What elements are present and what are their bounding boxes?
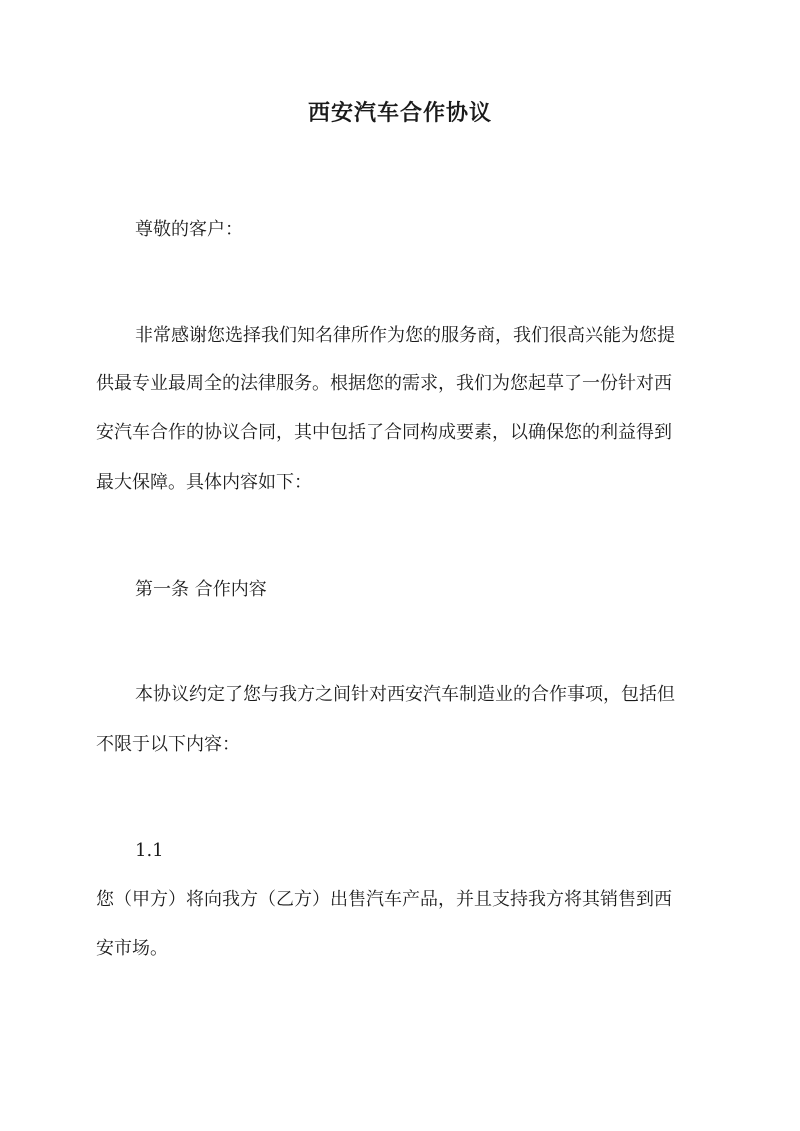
section-line-1: 本协议约定了您与我方之间针对西安汽车制造业的合作事项，包括但 [135, 684, 675, 705]
intro-line-4: 最大保障。具体内容如下： [96, 472, 312, 493]
document-title: 西安汽车合作协议 [307, 100, 492, 126]
intro-line-3: 安汽车合作的协议合同，其中包括了合同构成要素，以确保您的利益得到 [96, 422, 672, 443]
intro-line-1: 非常感谢您选择我们知名律所作为您的服务商，我们很高兴能为您提 [135, 325, 675, 346]
section-heading: 第一条 合作内容 [135, 579, 267, 600]
section-line-2: 不限于以下内容： [96, 734, 240, 755]
clause-line-2: 安市场。 [96, 938, 168, 959]
salutation: 尊敬的客户： [135, 219, 243, 240]
intro-line-2: 供最专业最周全的法律服务。根据您的需求，我们为您起草了一份针对西 [96, 373, 672, 394]
clause-line-1: 您（甲方）将向我方（乙方）出售汽车产品，并且支持我方将其销售到西 [96, 889, 672, 910]
clause-number: 1.1 [135, 840, 164, 861]
